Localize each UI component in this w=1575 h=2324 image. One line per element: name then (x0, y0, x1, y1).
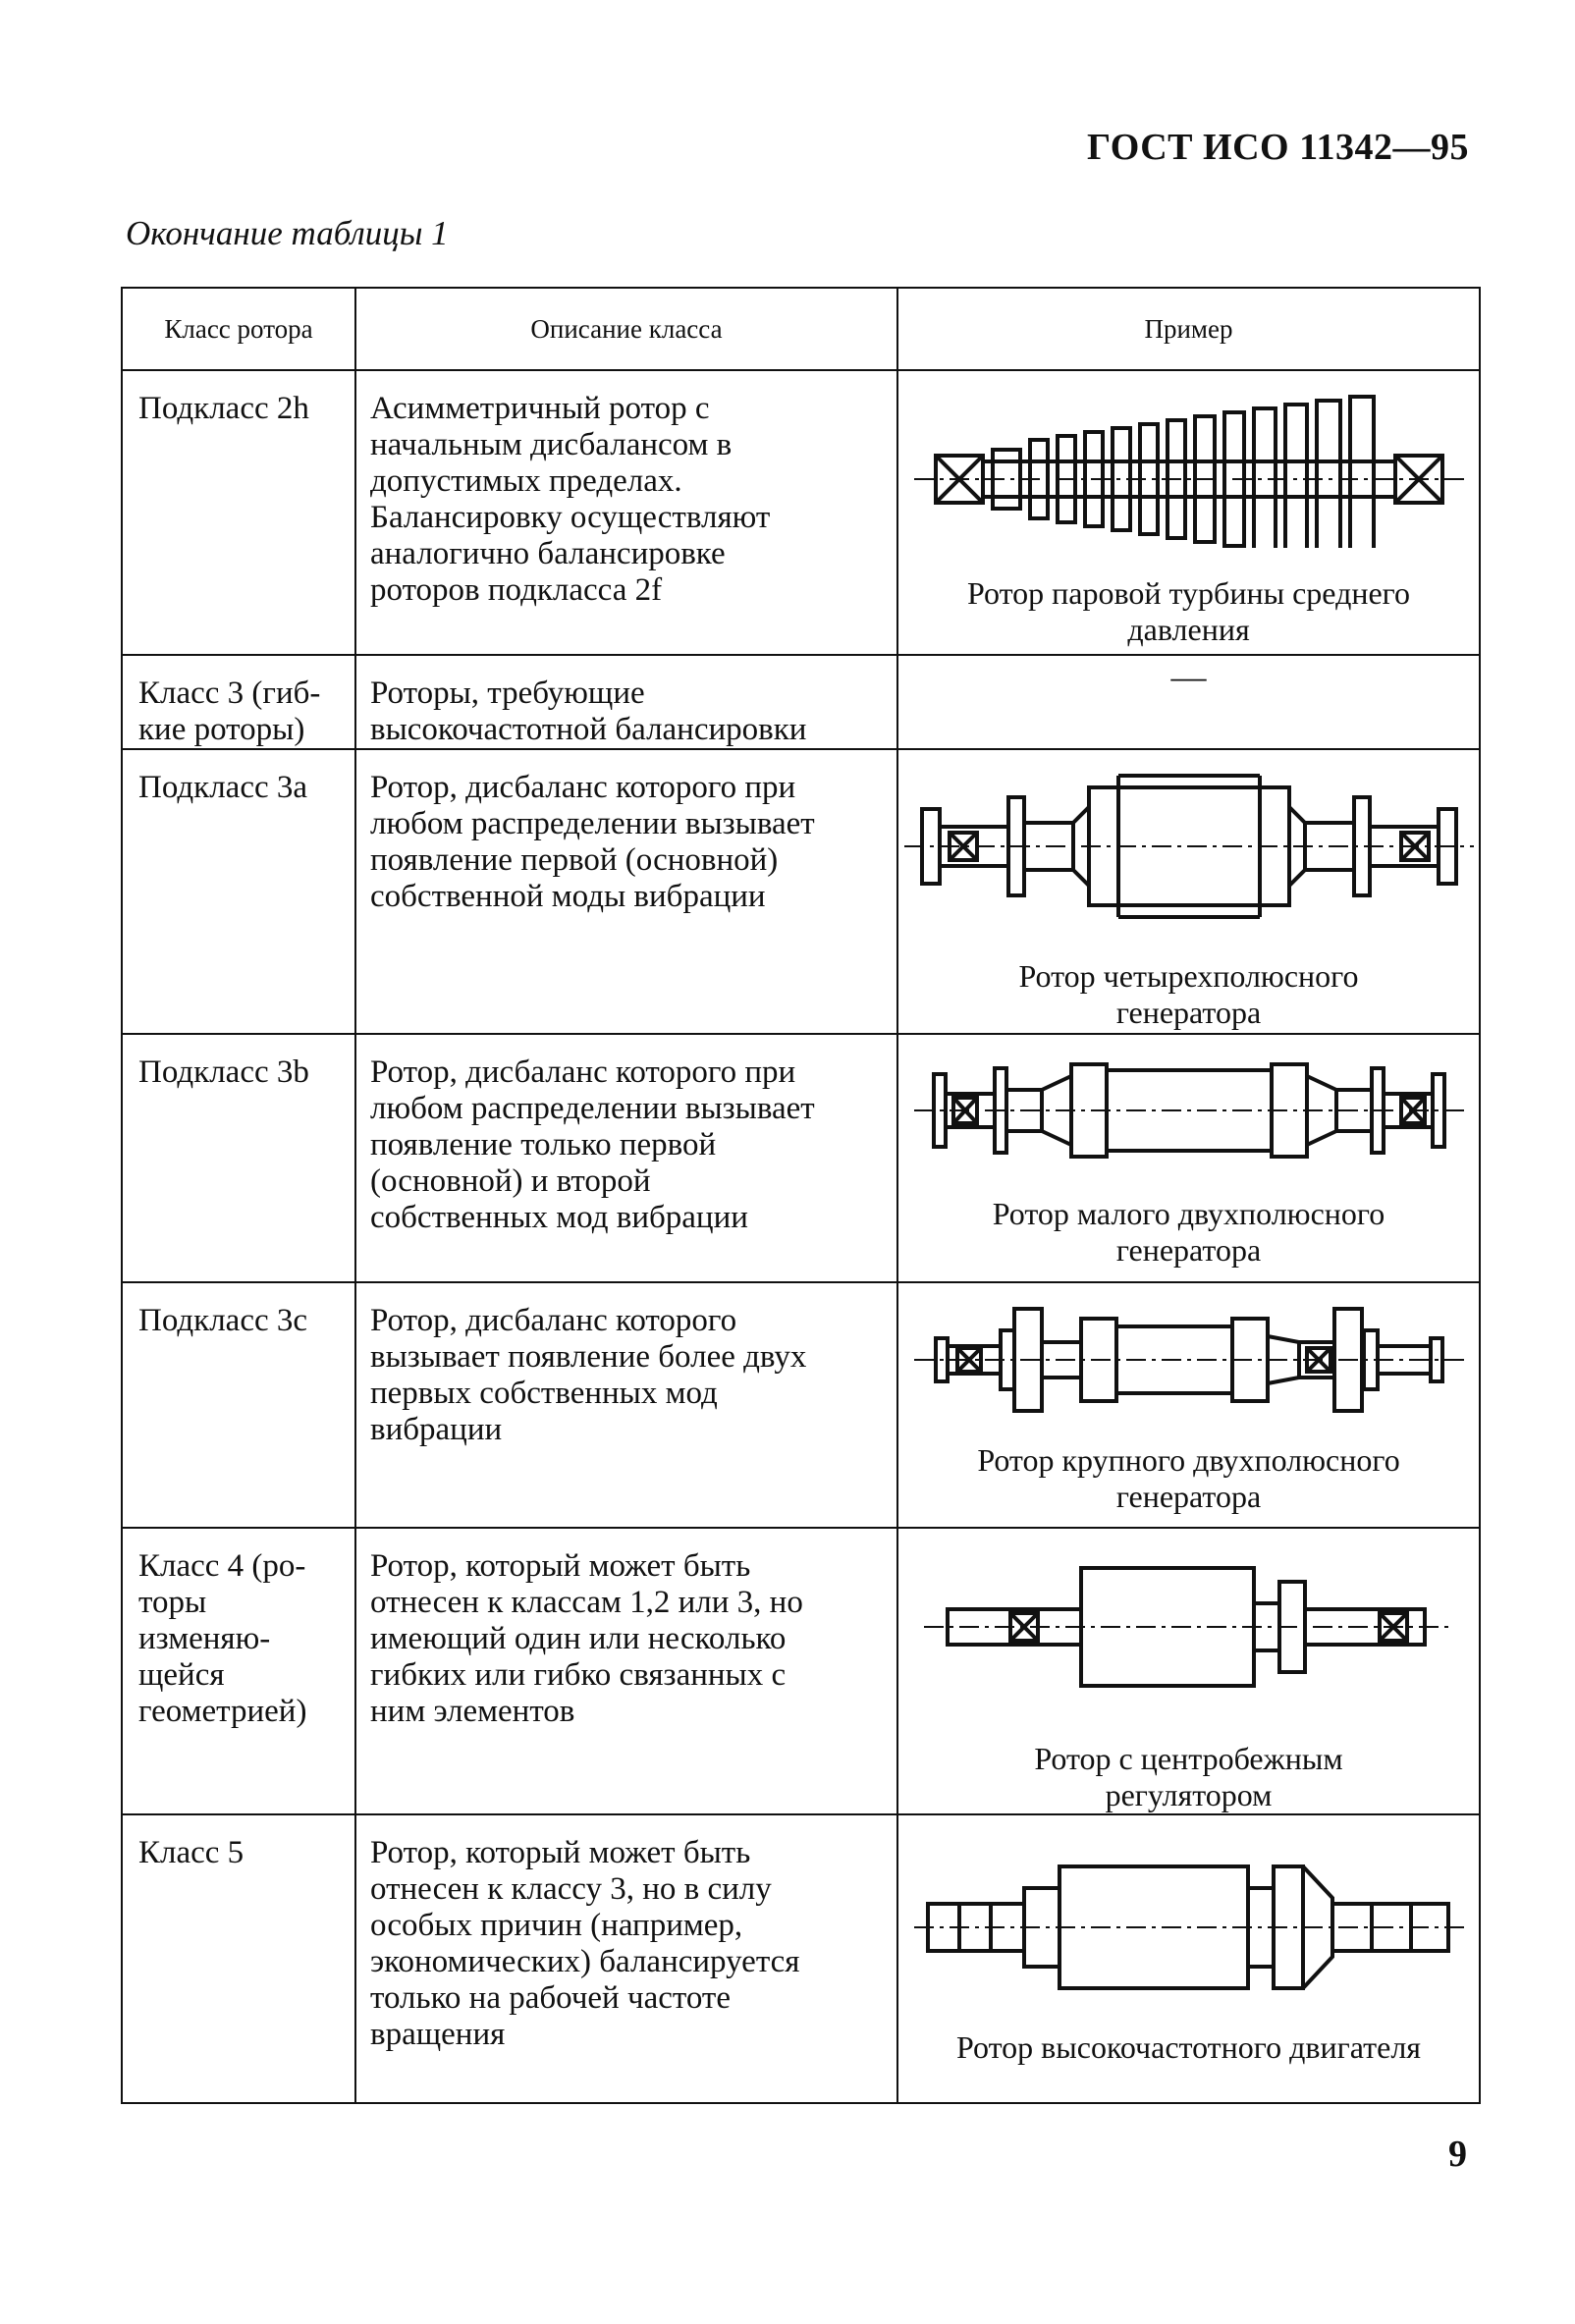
class-description: Ротор, дисбаланс которого при любом распределении вызывает появление только первой (основной) и второй собственных мод вибрации (355, 1034, 897, 1282)
class-description: Ротор, дисбаланс которого при любом распределении вызывает появление первой (основной) собственной моды вибрации (355, 749, 897, 1034)
class-description: Асимметричный ротор с начальным дисбалансом в допустимых пределах. Балансировку осуществляют аналогично балансировке роторов подкласса 2f (355, 370, 897, 655)
centrifugal-governor-rotor-icon (924, 1558, 1454, 1696)
table-row (122, 655, 1480, 749)
example-caption: Ротор высокочастотного двигателя (955, 2029, 1421, 2065)
rotor-class: Класс 3 (гиб- кие роторы) (122, 655, 355, 749)
column-header-description: Описание класса (355, 288, 897, 370)
example-caption: Ротор крупного двухполюсного генератора (977, 1442, 1400, 1514)
example-cell (897, 1034, 1480, 1282)
class-description: Роторы, требующие высокочастотной балансировки (355, 655, 897, 749)
table-row (122, 1814, 1480, 2103)
column-header-class: Класс ротора (122, 288, 355, 370)
large-two-pole-generator-rotor-icon (914, 1301, 1464, 1419)
rotor-class: Подкласс 3b (122, 1034, 355, 1282)
example-cell (897, 749, 1480, 1034)
class-description: Ротор, который может быть отнесен к классам 1,2 или 3, но имеющий один или несколько гибких или гибко связанных с ним элементов (355, 1528, 897, 1814)
small-two-pole-generator-rotor-icon (914, 1056, 1464, 1164)
high-frequency-motor-rotor-icon (914, 1859, 1464, 1996)
rotor-class: Класс 5 (122, 1814, 355, 2103)
rotor-class: Класс 4 (ро- торы изменяю- щейся геометрией) (122, 1528, 355, 1814)
example-cell (897, 1528, 1480, 1814)
table-row (122, 370, 1480, 655)
example-caption: — (897, 655, 1480, 749)
table-caption: Окончание таблицы 1 (126, 214, 449, 252)
column-header-example: Пример (897, 288, 1480, 370)
table-row (122, 1282, 1480, 1528)
table-row (122, 749, 1480, 1034)
rotor-class: Подкласс 3а (122, 749, 355, 1034)
table-header-row (122, 288, 1480, 370)
example-cell (897, 1282, 1480, 1528)
class-description: Ротор, дисбаланс которого вызывает появление более двух первых собственных мод вибрации (355, 1282, 897, 1528)
example-cell (897, 1814, 1480, 2103)
example-caption: Ротор паровой турбины среднего давления (967, 575, 1410, 647)
example-cell (897, 370, 1480, 655)
table-row (122, 1034, 1480, 1282)
example-caption: Ротор четырехполюсного генератора (1018, 958, 1359, 1030)
class-description: Ротор, который может быть отнесен к классу 3, но в силу особых причин (например, экономических) балансируется только на рабочей частоте вращения (355, 1814, 897, 2103)
four-pole-generator-rotor-icon (904, 768, 1474, 925)
rotor-class: Подкласс 2h (122, 370, 355, 655)
page-number: 9 (1448, 2134, 1467, 2175)
document-header: ГОСТ ИСО 11342—95 (1086, 127, 1469, 168)
rotor-class-table (121, 287, 1481, 2104)
rotor-class: Подкласс 3с (122, 1282, 355, 1528)
example-caption: Ротор малого двухполюсного генератора (992, 1196, 1385, 1268)
steam-turbine-rotor-icon (914, 391, 1464, 548)
example-caption: Ротор с центробежным регулятором (1034, 1741, 1343, 1812)
table-row (122, 1528, 1480, 1814)
